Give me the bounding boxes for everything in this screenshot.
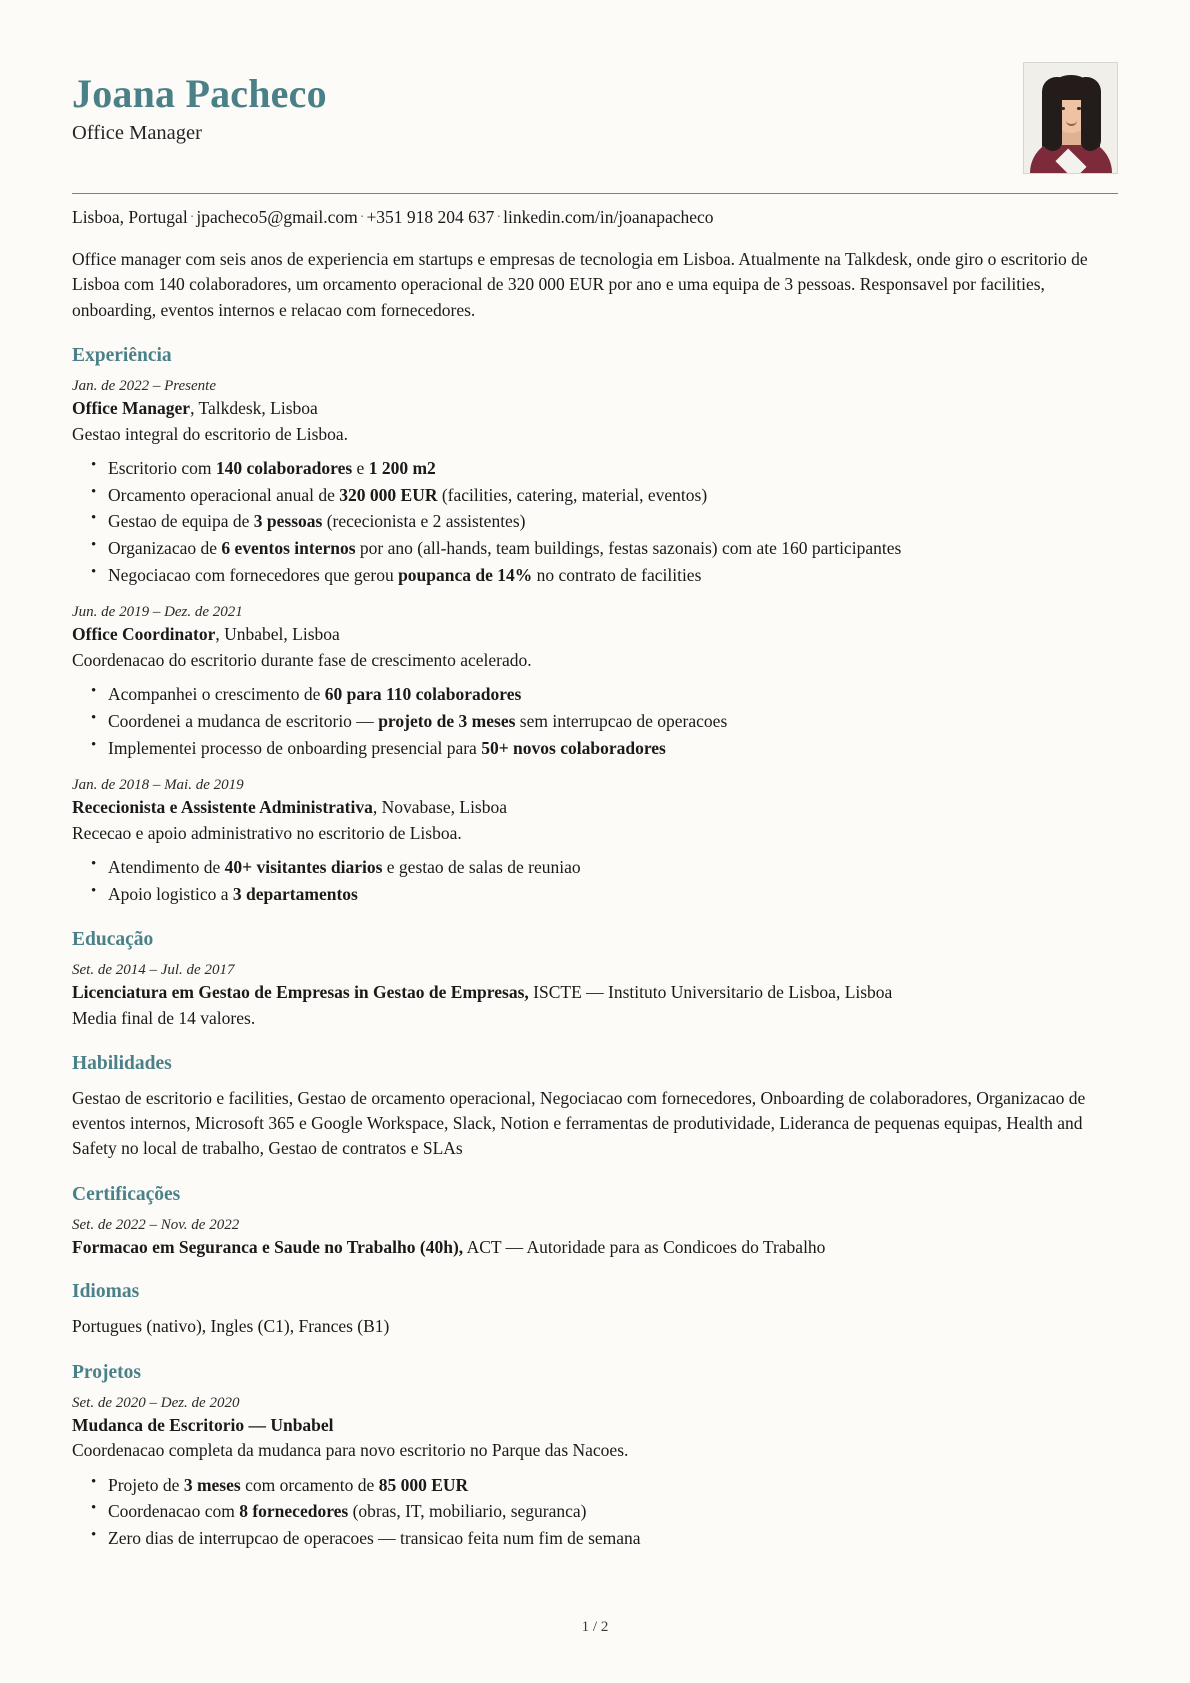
bullet-text: Apoio logistico a [108, 883, 233, 904]
bullet-text: Negociacao com fornecedores que gerou [108, 564, 399, 585]
entry [72, 378, 1118, 588]
section-education [72, 929, 1118, 1030]
list-item [108, 881, 1118, 908]
bullet-text: com orcamento de [240, 1474, 379, 1495]
bullet-text: Coordenei a mudanca de escritorio — [108, 710, 379, 731]
section-title-certifications: Certificações [72, 1183, 181, 1205]
bullet-text: Coordenacao com [108, 1501, 240, 1522]
entry [72, 962, 1118, 1030]
bullet-text: (facilities, catering, material, eventos) [437, 484, 708, 505]
entry-organization: , Talkdesk, Lisboa [190, 398, 318, 419]
list-item [108, 562, 1118, 589]
section-experience [72, 345, 1118, 907]
experience-entries [72, 378, 1118, 907]
bullet-text: e gestao de salas de reuniao [382, 857, 581, 878]
bullet-highlight: 60 para 110 colaboradores [324, 684, 522, 705]
contact-email[interactable]: jpacheco5@gmail.com [196, 207, 358, 227]
list-item [108, 854, 1118, 881]
entry [72, 777, 1118, 907]
entry-heading [72, 796, 1118, 820]
entry-summary: Media final de 14 valores. [72, 1008, 256, 1029]
entry-summary: Coordenacao do escritorio durante fase de crescimento acelerado. [72, 649, 532, 670]
entry-role: Licenciatura em Gestao de Empresas in Gestao de Empresas, [72, 982, 529, 1003]
entry-organization: ISCTE — Instituto Universitario de Lisboa, Lisboa [528, 982, 893, 1003]
entry-date: Jan. de 2022 – Presente [72, 378, 216, 395]
contact-separator-3: · [496, 210, 502, 225]
entry-heading [72, 1414, 1118, 1438]
section-skills [72, 1053, 1118, 1162]
entry-role: Formacao em Seguranca e Saude no Trabalho (40h), [72, 1236, 464, 1257]
bullet-text: Acompanhei o crescimento de [108, 684, 325, 705]
entry-bullet-list [72, 681, 1118, 761]
entry [72, 1395, 1118, 1552]
section-title-languages: Idiomas [72, 1281, 140, 1303]
list-item [108, 1498, 1118, 1525]
list-item [108, 455, 1118, 482]
section-title-education: Educação [72, 929, 154, 951]
avatar-eye-left [1061, 107, 1065, 110]
entry-bullet-list [72, 455, 1118, 588]
resume-header [72, 62, 1118, 174]
header-text-block [72, 62, 327, 145]
bullet-text: Zero dias de interrupcao de operacoes — transicao feita num fim de semana [108, 1528, 641, 1548]
entry-summary: Gestao integral do escritorio de Lisboa. [72, 423, 349, 444]
bullet-highlight: 3 meses [183, 1474, 241, 1495]
project-entries [72, 1395, 1118, 1552]
bullet-text: e [352, 458, 369, 479]
list-item [108, 1472, 1118, 1499]
bullet-highlight: poupanca de 14% [398, 564, 533, 585]
avatar-eye-right [1077, 107, 1081, 110]
bullet-text: (rececionista e 2 assistentes) [322, 511, 526, 532]
entry-heading [72, 623, 1118, 647]
bullet-highlight: 40+ visitantes diarios [224, 857, 383, 878]
skills-text: Gestao de escritorio e facilities, Gestao de orcamento operacional, Negociacao com fornecedores, Onboarding de colaboradores, Organizacao de eventos internos, Microsoft 365 e Google Workspace, Slack, Notion e ferramentas de produtividade, Lideranca de pequenas equipas, Health and Safety no local de trabalho, Gestao de contratos e SLAs [72, 1087, 1086, 1159]
bullet-highlight: 1 200 m2 [368, 458, 436, 479]
avatar-fringe [1052, 83, 1091, 100]
contact-separator-1: · [189, 210, 195, 225]
page-footer [0, 1619, 1190, 1636]
entry-role: Rececionista e Assistente Administrativa [72, 797, 373, 818]
contact-line [72, 207, 1118, 228]
bullet-text: Gestao de equipa de [108, 511, 254, 532]
list-item [108, 1525, 1118, 1552]
contact-phone[interactable]: +351 918 204 637 [366, 207, 495, 227]
list-item [108, 482, 1118, 509]
education-entries [72, 962, 1118, 1030]
list-item [108, 708, 1118, 735]
section-title-experience: Experiência [72, 345, 172, 367]
bullet-text: Escritorio com [108, 458, 216, 479]
bullet-text: Orcamento operacional anual de [108, 484, 340, 505]
entry-heading [72, 1236, 1118, 1260]
entry-bullet-list [72, 1472, 1118, 1552]
bullet-highlight: 6 eventos internos [221, 538, 356, 559]
bullet-text: Organizacao de [108, 538, 222, 559]
bullet-highlight: 8 fornecedores [239, 1501, 349, 1522]
bullet-highlight: projeto de 3 meses [378, 710, 516, 731]
bullet-highlight: 320 000 EUR [339, 484, 438, 505]
bullet-text: Implementei processo de onboarding presencial para [108, 737, 482, 758]
entry-organization: , Novabase, Lisboa [372, 797, 508, 818]
entry-date: Jan. de 2018 – Mai. de 2019 [72, 777, 244, 794]
section-certifications [72, 1184, 1118, 1260]
avatar [1023, 62, 1118, 174]
page-title: Joana Pacheco [72, 71, 327, 116]
list-item [108, 535, 1118, 562]
certification-entries [72, 1217, 1118, 1260]
bullet-text: sem interrupcao de operacoes [515, 710, 728, 731]
list-item [108, 681, 1118, 708]
section-title-projects: Projetos [72, 1361, 141, 1383]
section-title-skills: Habilidades [72, 1052, 172, 1074]
profile-summary: Office manager com seis anos de experiencia em startups e empresas de tecnologia em Lisboa. Atualmente na Talkdesk, onde giro o escritorio de Lisboa com 140 colaboradores, um orcamento operacional de 320 000 EUR por ano e uma equipa de 3 pessoas. Responsavel por facilities, onboarding, eventos internos e relacao com fornecedores. [72, 249, 1088, 320]
bullet-text: por ano (all-hands, team buildings, festas sazonais) com ate 160 participantes [355, 538, 902, 559]
entry-date: Set. de 2020 – Dez. de 2020 [72, 1394, 240, 1411]
page-indicator: 1 / 2 [581, 1619, 609, 1635]
bullet-highlight: 3 departamentos [232, 883, 358, 904]
header-divider [72, 193, 1118, 194]
list-item [108, 508, 1118, 535]
entry-summary: Rececao e apoio administrativo no escritorio de Lisboa. [72, 822, 462, 843]
entry-organization: , Unbabel, Lisboa [215, 624, 340, 645]
entry [72, 1217, 1118, 1260]
languages-text: Portugues (nativo), Ingles (C1), Frances (B1) [72, 1316, 390, 1337]
bullet-highlight: 85 000 EUR [378, 1474, 469, 1495]
bullet-text: (obras, IT, mobiliario, seguranca) [348, 1501, 587, 1522]
entry-date: Jun. de 2019 – Dez. de 2021 [72, 604, 243, 621]
entry [72, 604, 1118, 761]
entry-bullet-list [72, 854, 1118, 907]
entry-summary: Coordenacao completa da mudanca para novo escritorio no Parque das Nacoes. [72, 1440, 629, 1461]
entry-role: Mudanca de Escritorio — Unbabel [72, 1414, 334, 1435]
entry-heading [72, 397, 1118, 421]
job-headline: Office Manager [72, 122, 202, 145]
section-languages [72, 1281, 1118, 1339]
contact-linkedin[interactable]: linkedin.com/in/joanapacheco [503, 207, 714, 227]
entry-role: Office Coordinator [72, 624, 216, 645]
bullet-highlight: 3 pessoas [253, 511, 323, 532]
entry-date: Set. de 2022 – Nov. de 2022 [72, 1216, 240, 1233]
bullet-text: Atendimento de [108, 857, 225, 878]
contact-location: Lisboa, Portugal [72, 207, 188, 227]
bullet-highlight: 140 colaboradores [215, 458, 353, 479]
bullet-text: no contrato de facilities [532, 564, 702, 585]
section-projects [72, 1362, 1118, 1552]
list-item [108, 735, 1118, 762]
bullet-highlight: 50+ novos colaboradores [481, 737, 666, 758]
entry-organization: ACT — Autoridade para as Condicoes do Trabalho [463, 1236, 826, 1257]
entry-date: Set. de 2014 – Jul. de 2017 [72, 962, 235, 979]
entry-role: Office Manager [72, 398, 191, 419]
entry-heading [72, 981, 1118, 1005]
bullet-text: Projeto de [108, 1474, 184, 1495]
contact-separator-2: · [359, 210, 365, 225]
